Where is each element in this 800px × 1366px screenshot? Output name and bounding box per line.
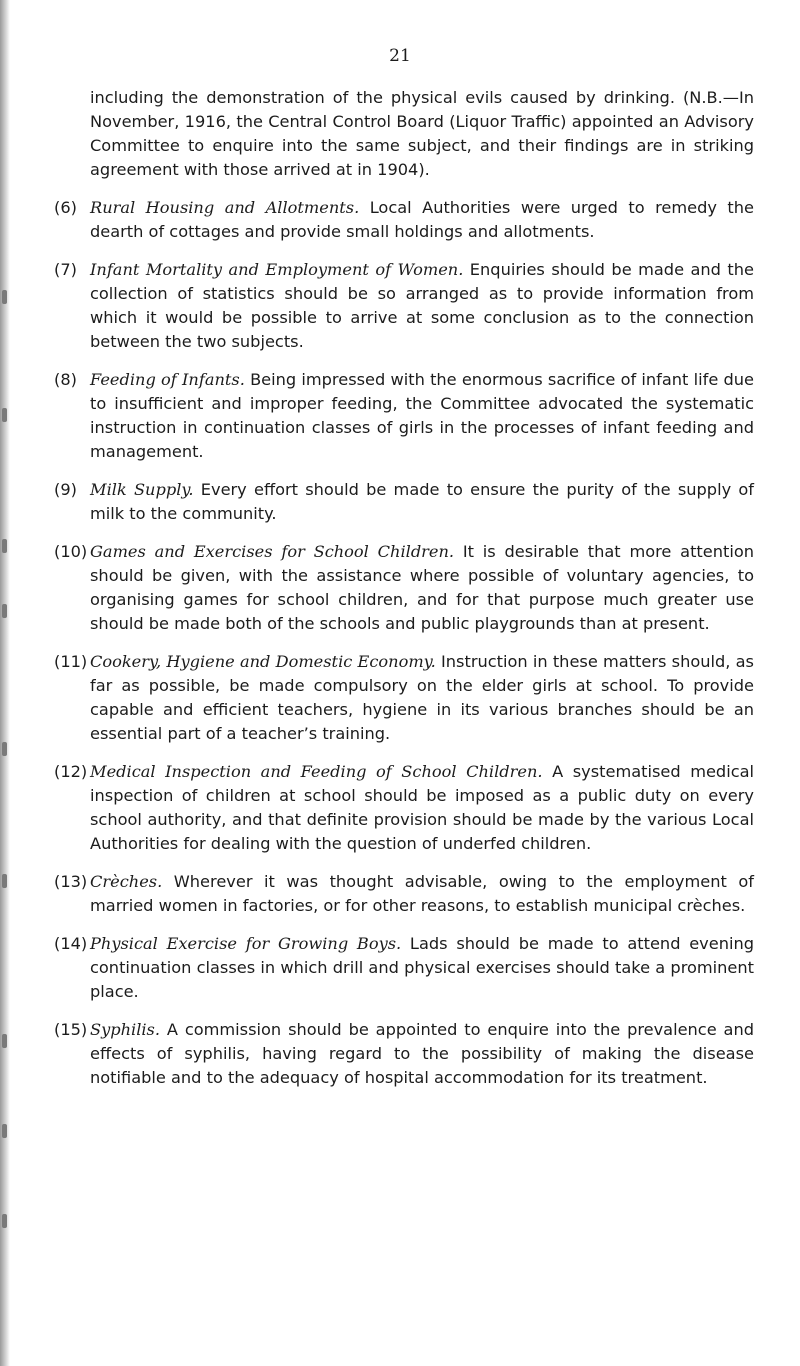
item-syphilis bbox=[54, 1018, 754, 1090]
item-text: A commission should be appointed to enquire into the prevalence and effects of syphilis, having regard to the possibility of making the disease notifiable and to the adequacy of hospital accommodation for its treatment. bbox=[90, 1020, 754, 1087]
item-heading: Feeding of Infants. bbox=[90, 370, 245, 389]
item-number: (15) bbox=[54, 1020, 88, 1039]
item-text: Local Authorities were urged to remedy the dearth of cottages and provide small holdings and allotments. bbox=[90, 198, 754, 241]
item-number: (8) bbox=[54, 370, 77, 389]
item-heading: Physical Exercise for Growing Boys. bbox=[90, 934, 402, 953]
item-heading: Infant Mortality and Employment of Women. bbox=[90, 260, 464, 279]
item-number: (11) bbox=[54, 652, 88, 671]
item-number: (6) bbox=[54, 198, 77, 217]
item-number: (7) bbox=[54, 260, 77, 279]
item-heading: Games and Exercises for School Children. bbox=[90, 542, 455, 561]
item-number: (9) bbox=[54, 480, 77, 499]
item-heading: Rural Housing and Allotments. bbox=[90, 198, 360, 217]
item-text: Wherever it was thought advisable, owing to the employment of married women in factories, or for other reasons, to establish municipal crèches. bbox=[90, 872, 754, 915]
document-body bbox=[54, 86, 754, 1104]
item-text: Being impressed with the enormous sacrifice of infant life due to insufficient and improper feeding, the Committee advocated the systematic instruction in continuation classes of girls in the processes of infant feeding and management. bbox=[90, 370, 754, 461]
item-text: Every effort should be made to ensure the purity of the supply of milk to the community. bbox=[90, 480, 754, 523]
item-rural-housing bbox=[54, 196, 754, 244]
item-text: Lads should be made to attend evening continuation classes in which drill and physical exercises should take a prominent place. bbox=[90, 934, 755, 1001]
item-medical-inspection bbox=[54, 760, 754, 856]
item-games-and-exercises bbox=[54, 540, 754, 636]
item-text: Instruction in these matters should, as far as possible, be made compulsory on the elder girls at school. To provide capable and efficient teachers, hygiene in its various branches should be an essential part of a teacher’s training. bbox=[90, 652, 754, 743]
item-text: Enquiries should be made and the collection of statistics should be so arranged as to provide information from which it would be possible to arrive at some conclusion as to the connection between the two subjects. bbox=[90, 260, 754, 351]
page-binding-edge bbox=[0, 0, 10, 1366]
item-text: It is desirable that more attention should be given, with the assistance where possible of voluntary agencies, to organising games for school children, and for that purpose much greater use should be made both of the schools and public playgrounds than at present. bbox=[90, 542, 755, 633]
intro-paragraph: including the demonstration of the physical evils caused by drinking. (N.B.—In November, 1916, the Central Control Board (Liquor Traffic) appointed an Advisory Committee to enquire into the same subject, and their findings are in striking agreement with those arrived at in 1904). bbox=[90, 88, 754, 179]
item-feeding-of-infants bbox=[54, 368, 754, 464]
item-number: (10) bbox=[54, 542, 88, 561]
page-number: 21 bbox=[389, 46, 411, 66]
item-number: (14) bbox=[54, 934, 88, 953]
item-heading: Milk Supply. bbox=[90, 480, 194, 499]
item-milk-supply bbox=[54, 478, 754, 526]
item-number: (13) bbox=[54, 872, 88, 891]
item-infant-mortality bbox=[54, 258, 754, 354]
item-cookery-hygiene bbox=[54, 650, 754, 746]
item-physical-exercise bbox=[54, 932, 754, 1004]
item-creches bbox=[54, 870, 754, 918]
item-number: (12) bbox=[54, 762, 88, 781]
item-heading: Syphilis. bbox=[90, 1020, 161, 1039]
item-text: A systematised medical inspection of children at school should be imposed as a public duty on every school authority, and that definite provision should be made by the various Local Authorities for dealing with the question of underfed children. bbox=[90, 762, 755, 853]
item-heading: Crèches. bbox=[90, 872, 163, 891]
item-heading: Medical Inspection and Feeding of School Children. bbox=[90, 762, 543, 781]
item-heading: Cookery, Hygiene and Domestic Economy. bbox=[90, 652, 436, 671]
